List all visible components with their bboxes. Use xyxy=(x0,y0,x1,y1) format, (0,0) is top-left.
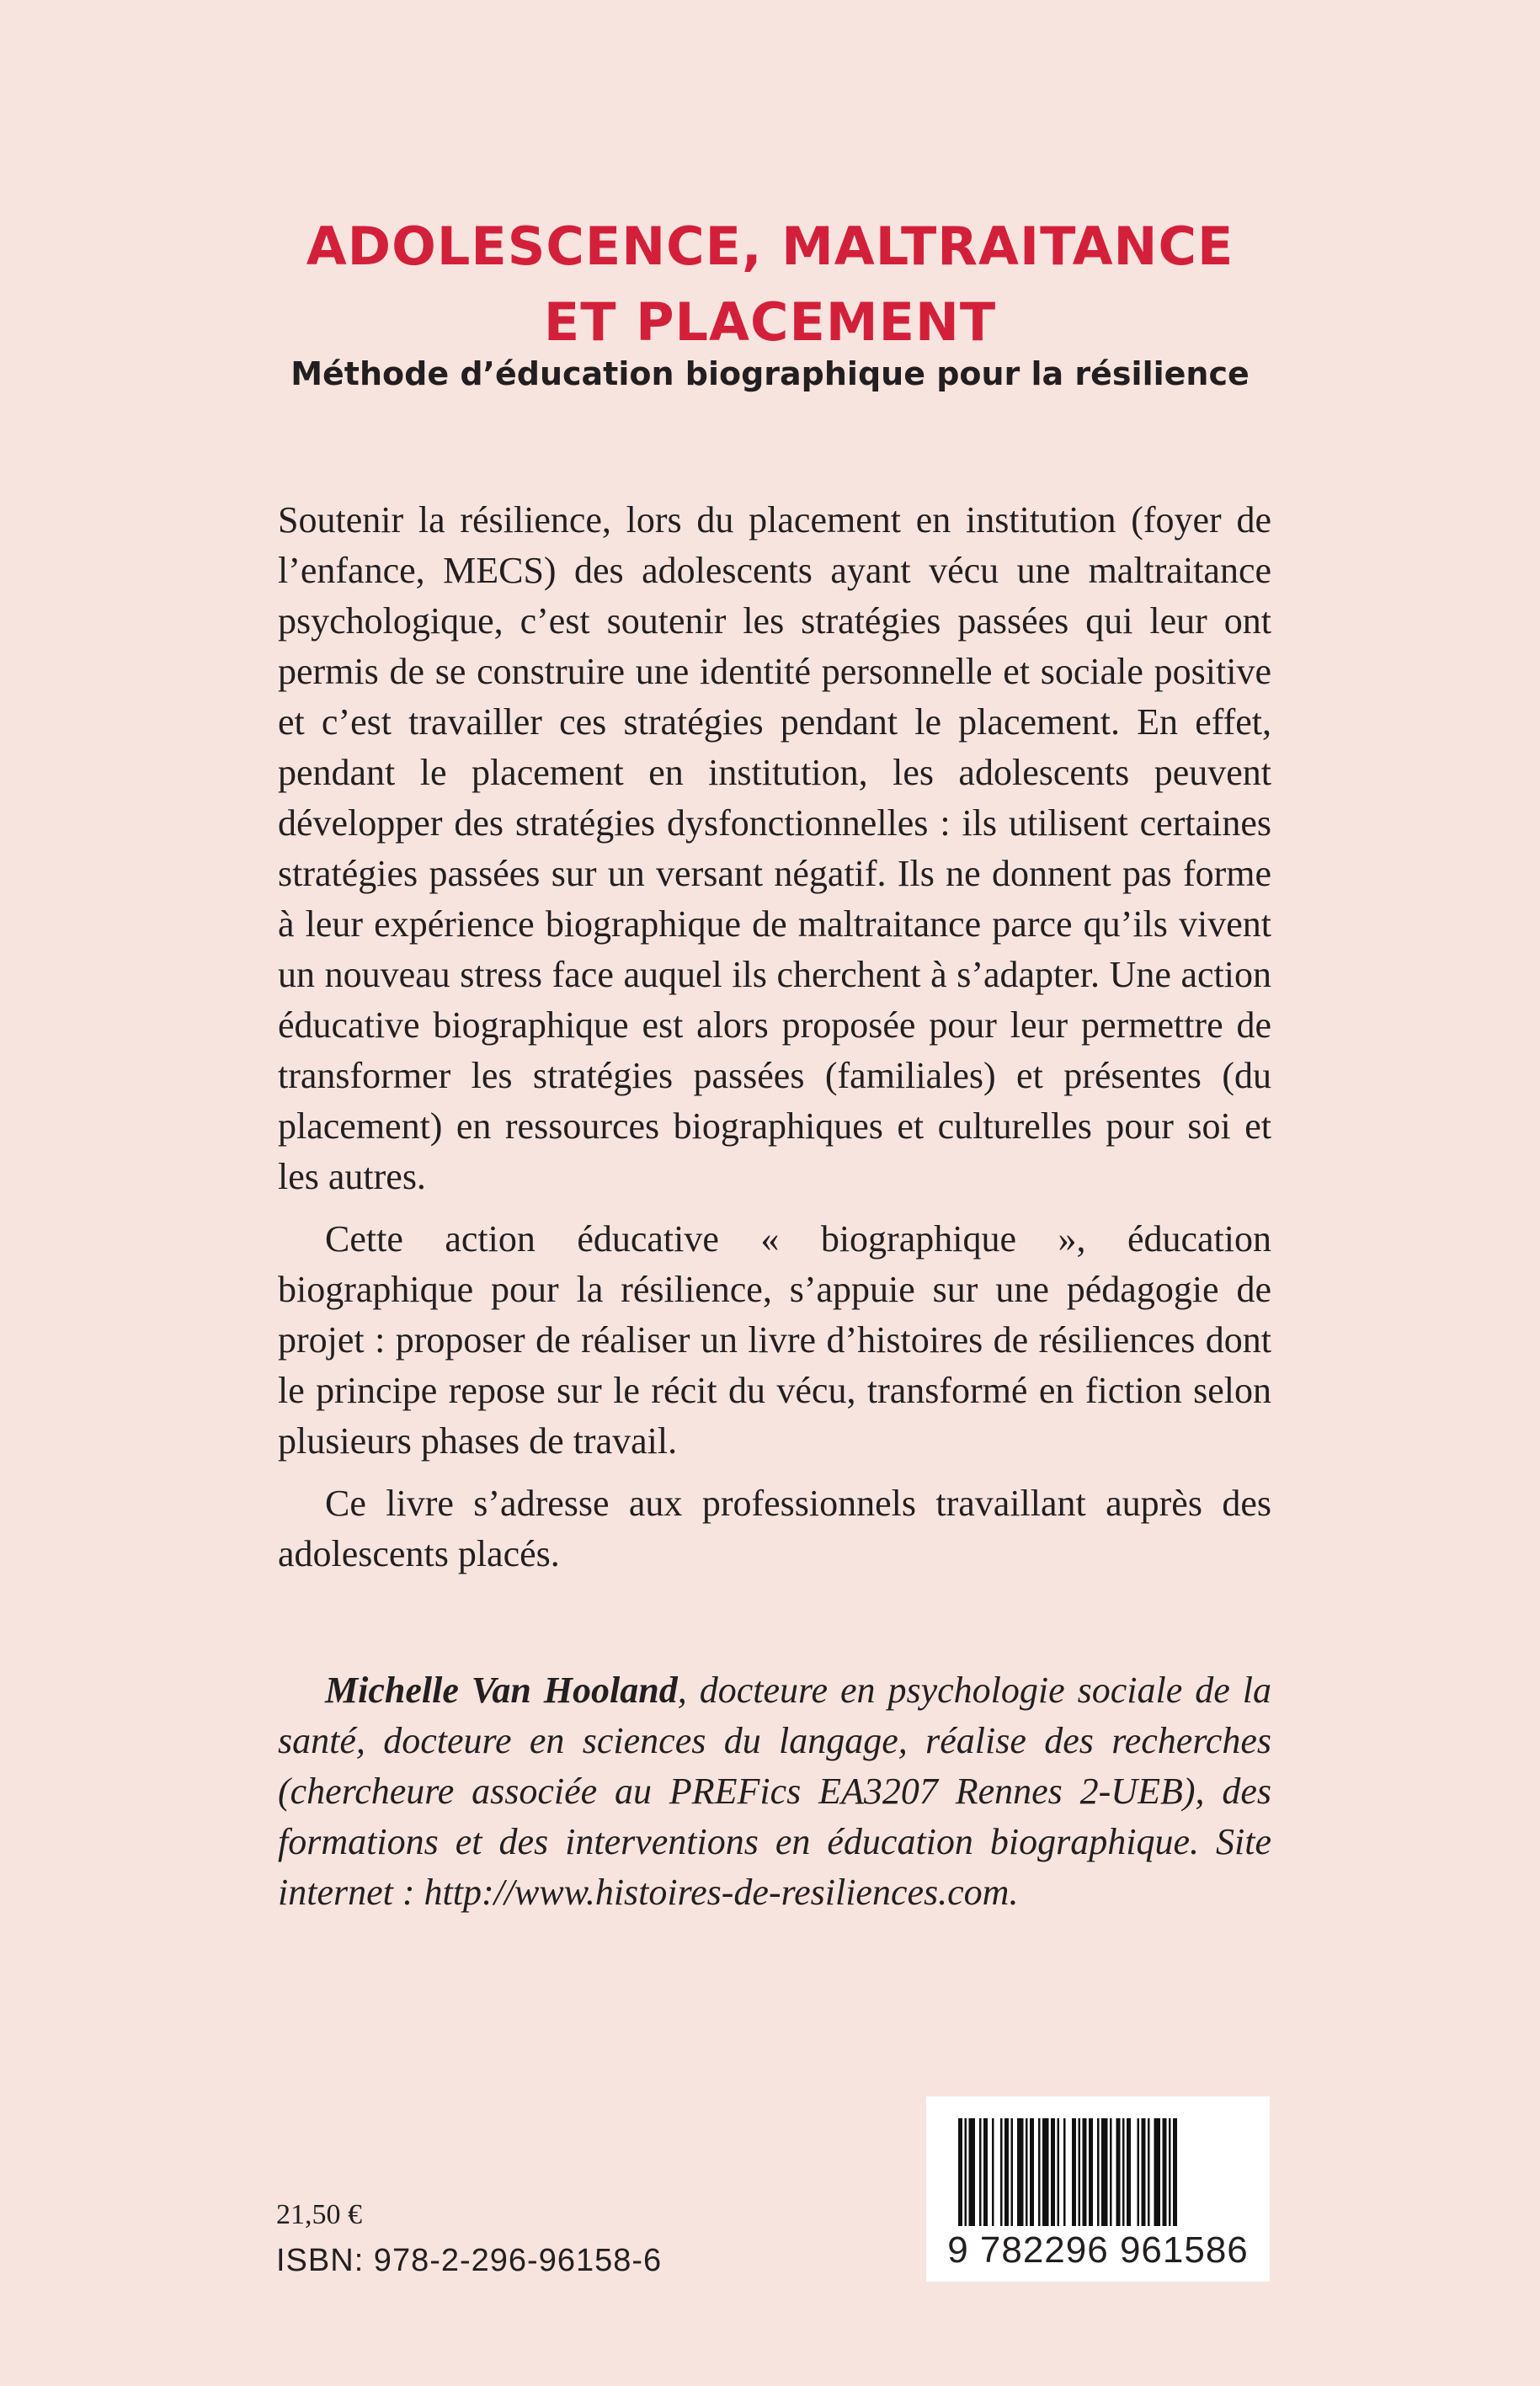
book-title-line-1: ADOLESCENCE, MALTRAITANCE xyxy=(306,216,1234,277)
book-title xyxy=(0,209,1540,360)
back-cover-blurb xyxy=(278,495,1271,1579)
author-name: Michelle Van Hooland xyxy=(325,1670,678,1711)
barcode-bars-icon xyxy=(958,2118,1238,2226)
barcode xyxy=(926,2096,1270,2282)
author-bio xyxy=(278,1665,1271,1918)
blurb-paragraph-2: Cette action éducative « biographique », éducation biographique pour la résilience, s’appuie sur une pédagogie de projet : proposer de réaliser un livre d’histoires de résiliences dont le principe repose sur le récit du vécu, transformé en fiction selon plusieurs phases de travail. xyxy=(278,1218,1271,1462)
book-subtitle: Méthode d’éducation biographique pour la résilience xyxy=(290,355,1250,392)
price-label: 21,50 € xyxy=(276,2199,362,2230)
book-title-line-2: ET PLACEMENT xyxy=(543,291,997,353)
isbn-label: ISBN: 978-2-296-96158-6 xyxy=(276,2243,663,2278)
blurb-paragraph-1: Soutenir la résilience, lors du placement en institution (foyer de l’enfance, MECS) des adolescents ayant vécu une maltraitance psychologique, c’est soutenir les stratégies passées qui leur ont permis de se construire une identité personnelle et sociale positive et c’est travailler ces stratégies pendant le placement. En effet, pendant le placement en institution, les adolescents peuvent développer des stratégies dysfonctionnelles : ils utilisent certaines stratégies passées sur un versant négatif. Ils ne donnent pas forme à leur expérience biographique de maltraitance parce qu’ils vivent un nouveau stress face auquel ils cherchent à s’adapter. Une action éducative biographique est alors proposée pour leur permettre de transformer les stratégies passées (familiales) et présentes (du placement) en ressources biographiques et culturelles pour soi et les autres. xyxy=(278,499,1271,1197)
blurb-paragraph-3: Ce livre s’adresse aux professionnels travaillant auprès des adolescents placés. xyxy=(278,1483,1271,1574)
author-description: , docteure en psychologie sociale de la santé, docteure en sciences du langage, réalise des recherches (chercheure associée au PREFics EA3207 Rennes 2-UEB), des formations et des interventions en éducation biographique. Site internet : http://www.histoires-de-resiliences.com. xyxy=(278,1670,1271,1913)
barcode-digits: 9 782296 961586 xyxy=(947,2229,1249,2271)
